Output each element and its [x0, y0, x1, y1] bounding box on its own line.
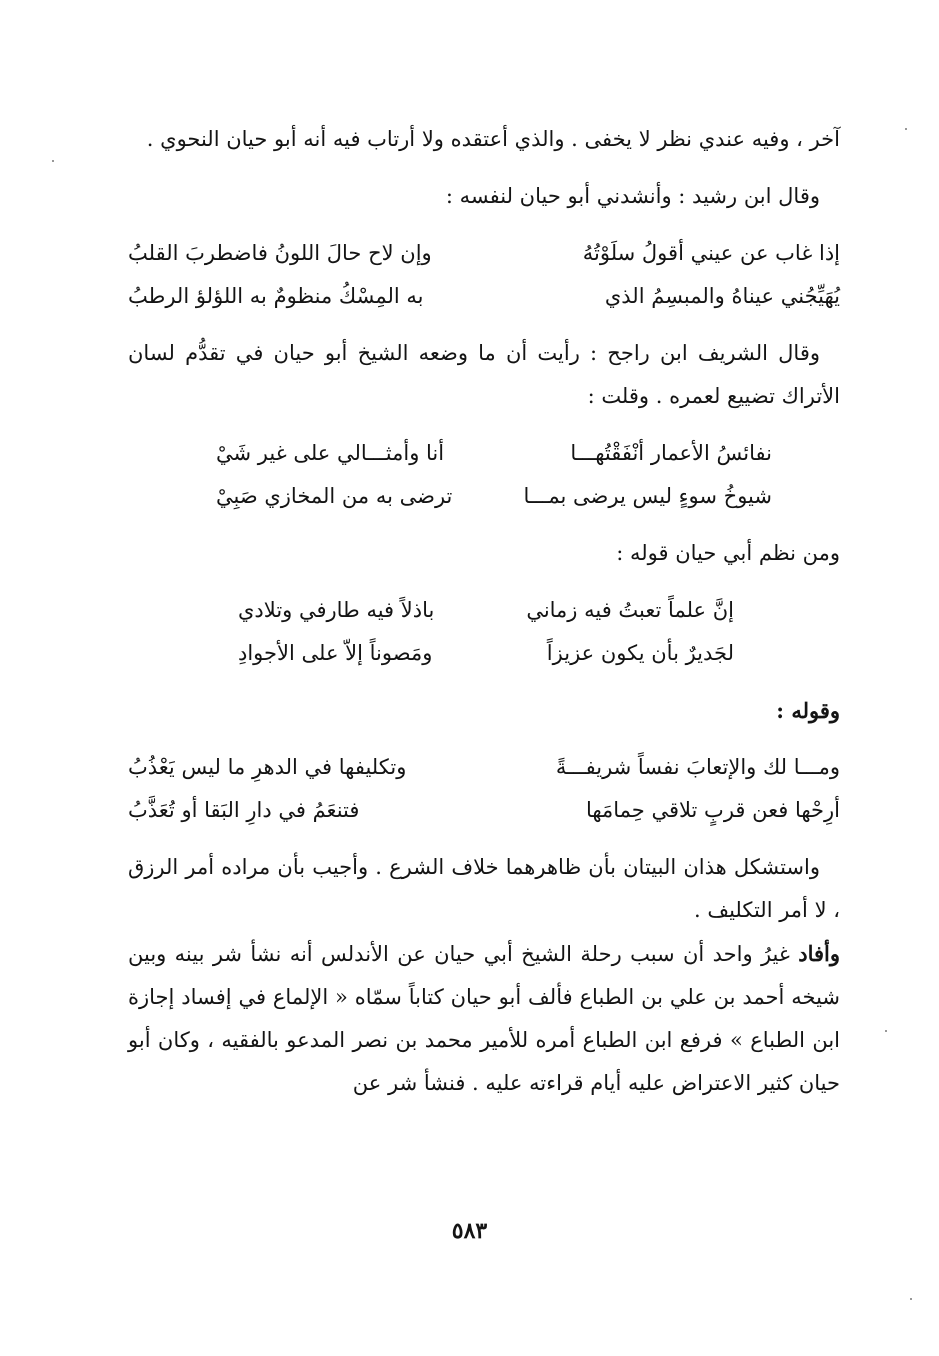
verse-second-hemistich: وإن لاح حالَ اللونُ فاضطربَ القلبُ: [128, 241, 432, 265]
verse-first-hemistich: لجَديرٌ بأن يكون عزيزاً: [546, 641, 734, 665]
verse-first-hemistich: إذا غاب عن عيني أقولُ سلَوْتُهُ: [582, 241, 840, 265]
scan-speck: [905, 128, 907, 130]
verse-line: [128, 589, 840, 632]
scan-speck: [910, 1298, 912, 1300]
verse-line: [128, 475, 840, 518]
verse-line: [128, 275, 840, 318]
verse-second-hemistich: ومَصوناً إلاّ على الأجوادِ: [238, 641, 433, 665]
verse-second-hemistich: فتنعَمُ في دارِ البَقا أو تُعَذَّبُ: [128, 798, 360, 822]
verse-line: [128, 632, 840, 675]
verse-first-hemistich: ومـــا لك والإتعابَ نفساً شريفـــةً: [555, 755, 840, 779]
page-number: ٥٨٣: [451, 1218, 488, 1244]
verse-second-hemistich: به المِسْكُ منظومٌ به اللؤلؤ الرطبُ: [128, 284, 424, 308]
verse-line: [128, 789, 840, 832]
paragraph-1: آخر ، وفيه عندي نظر لا يخفى . والذي أعتقده ولا أرتاب فيه أنه أبو حيان النحوي .: [146, 127, 840, 151]
verse-first-hemistich: يُهَيِّجُني عيناهُ والمبسِمُ الذي: [604, 284, 840, 308]
poem-3: [128, 589, 840, 675]
poem-1: [128, 232, 840, 318]
verse-first-hemistich: نفائسُ الأعمار أنْفَقْتُهـــا: [570, 441, 772, 465]
verse-line: [128, 432, 840, 475]
verse-line: [128, 746, 840, 789]
verse-second-hemistich: باذلاً فيه طارفي وتلادي: [238, 598, 435, 622]
scan-speck: [885, 1030, 887, 1032]
verse-second-hemistich: ترضى به من المخازي صَبِيْ: [216, 484, 453, 508]
verse-first-hemistich: إنَّ علماً تعبتُ فيه زماني: [526, 598, 734, 622]
verse-first-hemistich: شيوخُ سوءٍ ليس يرضى بمـــا: [523, 484, 772, 508]
verse-line: [128, 232, 840, 275]
scan-speck: [52, 160, 54, 162]
page-body: [128, 118, 840, 1105]
paragraph-4: ومن نظم أبي حيان قوله :: [616, 541, 840, 565]
paragraph-6: واستشكل هذان البيتان بأن ظاهرهما خلاف الشرع . وأجيب بأن مراده أمر الرزق ، لا أمر التكليف .: [128, 855, 840, 922]
paragraph-7-text: غيرُ واحد أن سبب رحلة الشيخ أبي حيان عن الأندلس أنه نشأ شر بينه وبين شيخه أحمد بن علي بن الطباع فألف أبو حيان كتاباً سمّاه « الإلماع في إفساد إجازة ابن الطباع » فرفع ابن الطباع أمره للأمير محمد بن نصر المدعو بالفقيه ، وكان أبو حيان كثير الاعتراض عليه أيام قراءته عليه . فنشأ شر عن: [128, 942, 840, 1095]
paragraph-7-lead: وأفاد: [798, 941, 840, 966]
paragraph-3: وقال الشريف ابن راجح : رأيت أن ما وضعه الشيخ أبو حيان في تقدُّم لسان الأتراك تضييع لعمره . وقلت :: [128, 341, 840, 408]
verse-second-hemistich: أنا وأمثـــالي على غير شَيْ: [216, 441, 445, 465]
verse-first-hemistich: أرِحْها فعن قربٍ تلاقي حِمامَها: [585, 798, 840, 822]
paragraph-7: [128, 932, 840, 1105]
poem-4: [128, 746, 840, 832]
verse-second-hemistich: وتكليفها في الدهرِ ما ليس يَعْذُبُ: [128, 755, 407, 779]
poem-2: [128, 432, 840, 518]
paragraph-5: وقوله :: [776, 698, 840, 723]
paragraph-2: وقال ابن رشيد : وأنشدني أبو حيان لنفسه :: [445, 184, 820, 208]
